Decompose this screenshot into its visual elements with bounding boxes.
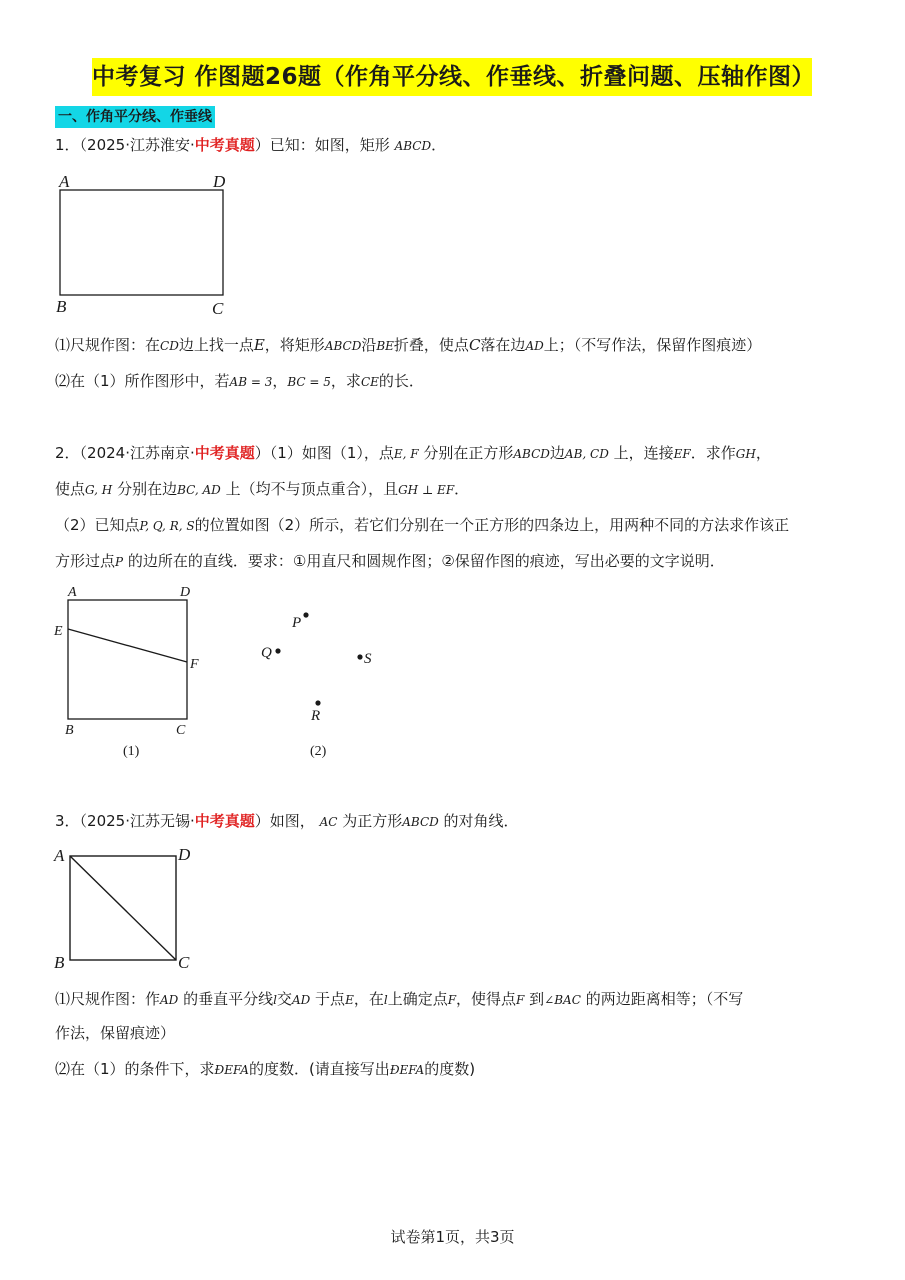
q2-label-b: B <box>65 723 74 738</box>
q3-label-a: A <box>54 846 65 865</box>
q2-figure-1 <box>50 582 225 762</box>
q2-point-p <box>303 612 308 617</box>
q2-label-s: S <box>364 651 372 667</box>
q2-line-1: 2．（2024·江苏南京·中考真题）（1）如图（1），点E, F 分别在正方形ABCD边AB, CD 上，连接EF．求作GH， <box>55 444 771 462</box>
q3-stem: 3．（2025·江苏无锡·中考真题）如图， AC 为正方形ABCD 的对角线． <box>55 812 519 830</box>
q2-figure-2 <box>250 600 390 762</box>
q1-rectangle <box>60 190 223 295</box>
q3-part1-line2: 作法，保留痕迹） <box>55 1024 176 1042</box>
q2-label-f: F <box>190 657 199 672</box>
q3-part2: ⑵在（1）的条件下，求ÐEFA的度数．(请直接写出ÐEFA的度数) <box>55 1060 476 1078</box>
section-heading: 一、作角平分线、作垂线 <box>55 106 215 128</box>
q2-line-3: （2）已知点P, Q, R, S的位置如图（2）所示，若它们分别在一个正方形的四条边上，用两种不同的方法求作该正 <box>55 516 790 534</box>
q2-caption-1: (1) <box>123 744 140 759</box>
q3-square-figure <box>50 842 210 974</box>
q1-rectangle-figure <box>50 170 240 320</box>
q2-point-s <box>357 654 362 659</box>
q2-label-r: R <box>311 708 321 724</box>
q1-part1: ⑴尺规作图：在CD边上找一点E，将矩形ABCD沿BE折叠，使点C落在边AD上；（不写作法，保留作图痕迹） <box>55 336 762 354</box>
q2-label-a: A <box>68 585 77 600</box>
q3-part1-line1: ⑴尺规作图：作AD 的垂直平分线l交AD 于点E，在l上确定点F，使得点F 到∠BAC 的两边距离相等；（不写 <box>55 990 744 1008</box>
q2-label-e: E <box>54 624 63 639</box>
q2-tag: 中考真题 <box>194 444 255 462</box>
q3-label-c: C <box>178 953 190 972</box>
q2-line-4: 方形过点P 的边所在的直线．要求：①用直尺和圆规作图；②保留作图的痕迹，写出必要的文字说明． <box>55 552 725 570</box>
q2-label-c: C <box>176 723 186 738</box>
q3-label-b: B <box>54 953 65 972</box>
q2-square <box>68 600 187 719</box>
q2-point-q <box>275 648 280 653</box>
page-title: 中考复习 作图题26题（作角平分线、作垂线、折叠问题、压轴作图） <box>92 58 812 96</box>
q1-label-c: C <box>212 299 224 318</box>
q2-label-p: P <box>292 615 302 631</box>
q1-label-a: A <box>59 172 70 191</box>
q3-diagonal-ac <box>70 856 176 960</box>
q2-label-d: D <box>180 585 191 600</box>
q2-line-2: 使点G, H 分别在边BC, AD 上（均不与顶点重合），且GH ⊥ EF． <box>55 480 470 498</box>
page-footer: 试卷第1页，共3页 <box>390 1228 515 1246</box>
q2-label-q: Q <box>261 645 272 661</box>
q1-stem: 1．（2025·江苏淮安·中考真题）已知：如图，矩形 ABCD． <box>55 136 447 154</box>
q2-caption-2: (2) <box>310 744 327 759</box>
q1-label-b: B <box>56 297 67 316</box>
q1-tag: 中考真题 <box>194 136 255 154</box>
q2-point-r <box>315 700 320 705</box>
q1-label-d: D <box>213 172 226 191</box>
q3-tag: 中考真题 <box>194 812 255 830</box>
q3-label-d: D <box>178 845 191 864</box>
q2-segment-ef <box>68 629 187 662</box>
q1-part2: ⑵在（1）所作图形中，若AB = 3，BC = 5，求CE的长． <box>55 372 424 390</box>
